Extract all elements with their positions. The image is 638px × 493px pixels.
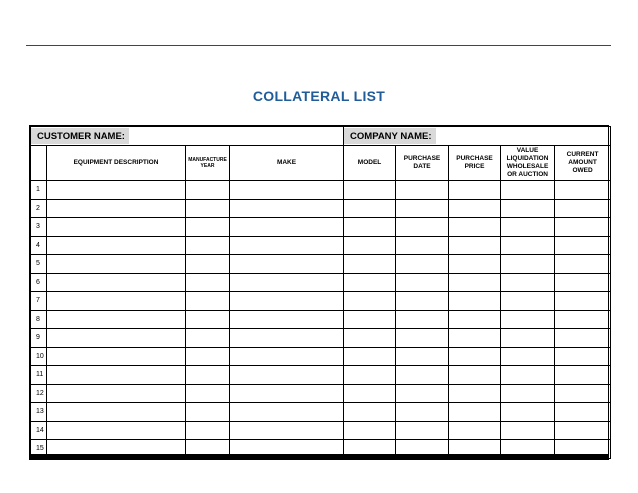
current-amount-owed-cell[interactable] <box>555 310 611 329</box>
current-amount-owed-cell[interactable] <box>555 255 611 274</box>
table-row <box>31 218 611 237</box>
header-text: OR AUCTION <box>507 171 548 179</box>
header-text: MODEL <box>357 158 382 166</box>
equipment-description-cell[interactable] <box>47 218 186 237</box>
equipment-description-cell[interactable] <box>47 347 186 366</box>
purchase-price-header <box>449 146 501 181</box>
purchase-date-cell[interactable] <box>396 384 449 403</box>
row-number: 7 <box>31 292 47 311</box>
purchase-price-cell[interactable] <box>449 366 501 385</box>
equipment-description-header <box>47 146 186 181</box>
purchase-price-cell[interactable] <box>449 329 501 348</box>
header-text: EQUIPMENT DESCRIPTION <box>73 158 159 166</box>
value-liquidation-cell[interactable] <box>501 199 555 218</box>
value-liquidation-cell[interactable] <box>501 403 555 422</box>
manufacture-year-cell[interactable] <box>186 421 230 440</box>
row-number: 5 <box>31 255 47 274</box>
header-text: AMOUNT <box>568 158 597 166</box>
make-cell[interactable] <box>230 421 344 440</box>
model-cell[interactable] <box>344 199 396 218</box>
row-number: 4 <box>31 236 47 255</box>
manufacture-year-cell[interactable] <box>186 199 230 218</box>
equipment-description-cell[interactable] <box>47 329 186 348</box>
table-row <box>31 255 611 274</box>
make-cell[interactable] <box>230 347 344 366</box>
model-cell[interactable] <box>344 181 396 200</box>
purchase-price-cell[interactable] <box>449 181 501 200</box>
purchase-price-cell[interactable] <box>449 421 501 440</box>
current-amount-owed-header <box>555 146 611 181</box>
purchase-date-cell[interactable] <box>396 292 449 311</box>
header-text: MAKE <box>276 158 297 166</box>
model-cell[interactable] <box>344 310 396 329</box>
equipment-description-cell[interactable] <box>47 292 186 311</box>
manufacture-year-cell[interactable] <box>186 236 230 255</box>
model-cell[interactable] <box>344 218 396 237</box>
current-amount-owed-cell[interactable] <box>555 199 611 218</box>
make-cell[interactable] <box>230 236 344 255</box>
model-header <box>344 146 396 181</box>
header-text: CURRENT <box>566 150 599 158</box>
current-amount-owed-cell[interactable] <box>555 403 611 422</box>
table-row <box>31 347 611 366</box>
header-text: OWED <box>572 167 593 175</box>
header-text: MANUFACTURE <box>188 156 227 163</box>
purchase-price-cell[interactable] <box>449 273 501 292</box>
purchase-price-cell[interactable] <box>449 218 501 237</box>
model-cell[interactable] <box>344 236 396 255</box>
current-amount-owed-cell[interactable] <box>555 347 611 366</box>
model-cell[interactable] <box>344 421 396 440</box>
customer-name-field[interactable] <box>31 127 344 146</box>
current-amount-owed-cell[interactable] <box>555 292 611 311</box>
manufacture-year-cell[interactable] <box>186 329 230 348</box>
row-number: 11 <box>31 366 47 385</box>
current-amount-owed-cell[interactable] <box>555 236 611 255</box>
value-liquidation-header <box>501 146 555 181</box>
top-divider <box>26 45 611 46</box>
table-row <box>31 199 611 218</box>
make-cell[interactable] <box>230 366 344 385</box>
header-text: VALUE <box>516 146 539 154</box>
equipment-description-cell[interactable] <box>47 421 186 440</box>
manufacture-year-header <box>186 146 230 181</box>
make-cell[interactable] <box>230 181 344 200</box>
purchase-price-cell[interactable] <box>449 199 501 218</box>
equipment-description-cell[interactable] <box>47 403 186 422</box>
manufacture-year-cell[interactable] <box>186 273 230 292</box>
make-cell[interactable] <box>230 255 344 274</box>
purchase-price-cell[interactable] <box>449 292 501 311</box>
row-number: 13 <box>31 403 47 422</box>
make-cell[interactable] <box>230 384 344 403</box>
purchase-price-cell[interactable] <box>449 236 501 255</box>
value-liquidation-cell[interactable] <box>501 310 555 329</box>
page-title: COLLATERAL LIST <box>252 88 386 104</box>
manufacture-year-cell[interactable] <box>186 292 230 311</box>
model-cell[interactable] <box>344 329 396 348</box>
purchase-date-cell[interactable] <box>396 403 449 422</box>
header-text: PURCHASE <box>403 154 441 162</box>
purchase-date-cell[interactable] <box>396 218 449 237</box>
model-cell[interactable] <box>344 347 396 366</box>
manufacture-year-cell[interactable] <box>186 255 230 274</box>
table-row <box>31 403 611 422</box>
row-number: 9 <box>31 329 47 348</box>
header-text: YEAR <box>200 163 215 169</box>
model-cell[interactable] <box>344 292 396 311</box>
row-number: 15 <box>31 440 47 459</box>
make-cell[interactable] <box>230 329 344 348</box>
manufacture-year-cell[interactable] <box>186 347 230 366</box>
equipment-description-cell[interactable] <box>47 181 186 200</box>
value-liquidation-cell[interactable] <box>501 384 555 403</box>
equipment-description-cell[interactable] <box>47 310 186 329</box>
value-liquidation-cell[interactable] <box>501 292 555 311</box>
row-number: 6 <box>31 273 47 292</box>
company-name-label: COMPANY NAME: <box>344 128 435 144</box>
make-cell[interactable] <box>230 273 344 292</box>
row-number: 8 <box>31 310 47 329</box>
manufacture-year-cell[interactable] <box>186 181 230 200</box>
current-amount-owed-cell[interactable] <box>555 181 611 200</box>
purchase-date-cell[interactable] <box>396 273 449 292</box>
header-text: WHOLESALE <box>506 163 549 170</box>
make-cell[interactable] <box>230 292 344 311</box>
table-row <box>31 236 611 255</box>
current-amount-owed-cell[interactable] <box>555 366 611 385</box>
table-row <box>31 384 611 403</box>
current-amount-owed-cell[interactable] <box>555 329 611 348</box>
model-cell[interactable] <box>344 403 396 422</box>
table-row <box>31 181 611 200</box>
equipment-description-cell[interactable] <box>47 199 186 218</box>
value-liquidation-cell[interactable] <box>501 421 555 440</box>
table-row <box>31 366 611 385</box>
table-row <box>31 292 611 311</box>
purchase-date-cell[interactable] <box>396 329 449 348</box>
purchase-price-cell[interactable] <box>449 384 501 403</box>
header-text: LIQUIDATION <box>506 154 549 162</box>
value-liquidation-cell[interactable] <box>501 181 555 200</box>
equipment-description-cell[interactable] <box>47 255 186 274</box>
collateral-table <box>29 125 609 460</box>
value-liquidation-cell[interactable] <box>501 366 555 385</box>
equipment-description-cell[interactable] <box>47 384 186 403</box>
row-number: 1 <box>31 181 47 200</box>
purchase-date-cell[interactable] <box>396 347 449 366</box>
row-number: 14 <box>31 421 47 440</box>
purchase-date-cell[interactable] <box>396 366 449 385</box>
manufacture-year-cell[interactable] <box>186 310 230 329</box>
row-number: 3 <box>31 218 47 237</box>
make-cell[interactable] <box>230 199 344 218</box>
purchase-date-cell[interactable] <box>396 421 449 440</box>
value-liquidation-cell[interactable] <box>501 236 555 255</box>
purchase-date-cell[interactable] <box>396 255 449 274</box>
model-cell[interactable] <box>344 273 396 292</box>
make-header <box>230 146 344 181</box>
purchase-price-cell[interactable] <box>449 403 501 422</box>
equipment-description-cell[interactable] <box>47 236 186 255</box>
purchase-date-cell[interactable] <box>396 310 449 329</box>
purchase-date-cell[interactable] <box>396 199 449 218</box>
value-liquidation-cell[interactable] <box>501 329 555 348</box>
table-row <box>31 329 611 348</box>
equipment-description-cell[interactable] <box>47 273 186 292</box>
bottom-rule <box>29 454 609 458</box>
row-number: 10 <box>31 347 47 366</box>
customer-name-label: CUSTOMER NAME: <box>31 128 129 144</box>
purchase-price-cell[interactable] <box>449 347 501 366</box>
model-cell[interactable] <box>344 255 396 274</box>
company-name-field[interactable] <box>344 127 611 146</box>
value-liquidation-cell[interactable] <box>501 347 555 366</box>
make-cell[interactable] <box>230 310 344 329</box>
equipment-description-cell[interactable] <box>47 366 186 385</box>
table-row <box>31 421 611 440</box>
manufacture-year-cell[interactable] <box>186 218 230 237</box>
manufacture-year-cell[interactable] <box>186 366 230 385</box>
row-number: 2 <box>31 199 47 218</box>
table-row <box>31 310 611 329</box>
purchase-date-header <box>396 146 449 181</box>
row-number-header <box>31 146 47 181</box>
row-number: 12 <box>31 384 47 403</box>
purchase-date-cell[interactable] <box>396 236 449 255</box>
model-cell[interactable] <box>344 366 396 385</box>
make-cell[interactable] <box>230 218 344 237</box>
column-header-row <box>31 146 611 181</box>
purchase-price-cell[interactable] <box>449 310 501 329</box>
value-liquidation-cell[interactable] <box>501 255 555 274</box>
header-text: PURCHASE <box>456 154 493 162</box>
model-cell[interactable] <box>344 384 396 403</box>
current-amount-owed-cell[interactable] <box>555 218 611 237</box>
manufacture-year-cell[interactable] <box>186 403 230 422</box>
current-amount-owed-cell[interactable] <box>555 421 611 440</box>
value-liquidation-cell[interactable] <box>501 218 555 237</box>
make-cell[interactable] <box>230 403 344 422</box>
header-text: DATE <box>413 163 431 170</box>
header-text: PRICE <box>464 163 485 170</box>
purchase-date-cell[interactable] <box>396 181 449 200</box>
current-amount-owed-cell[interactable] <box>555 273 611 292</box>
manufacture-year-cell[interactable] <box>186 384 230 403</box>
purchase-price-cell[interactable] <box>449 255 501 274</box>
table-row <box>31 273 611 292</box>
current-amount-owed-cell[interactable] <box>555 384 611 403</box>
value-liquidation-cell[interactable] <box>501 273 555 292</box>
